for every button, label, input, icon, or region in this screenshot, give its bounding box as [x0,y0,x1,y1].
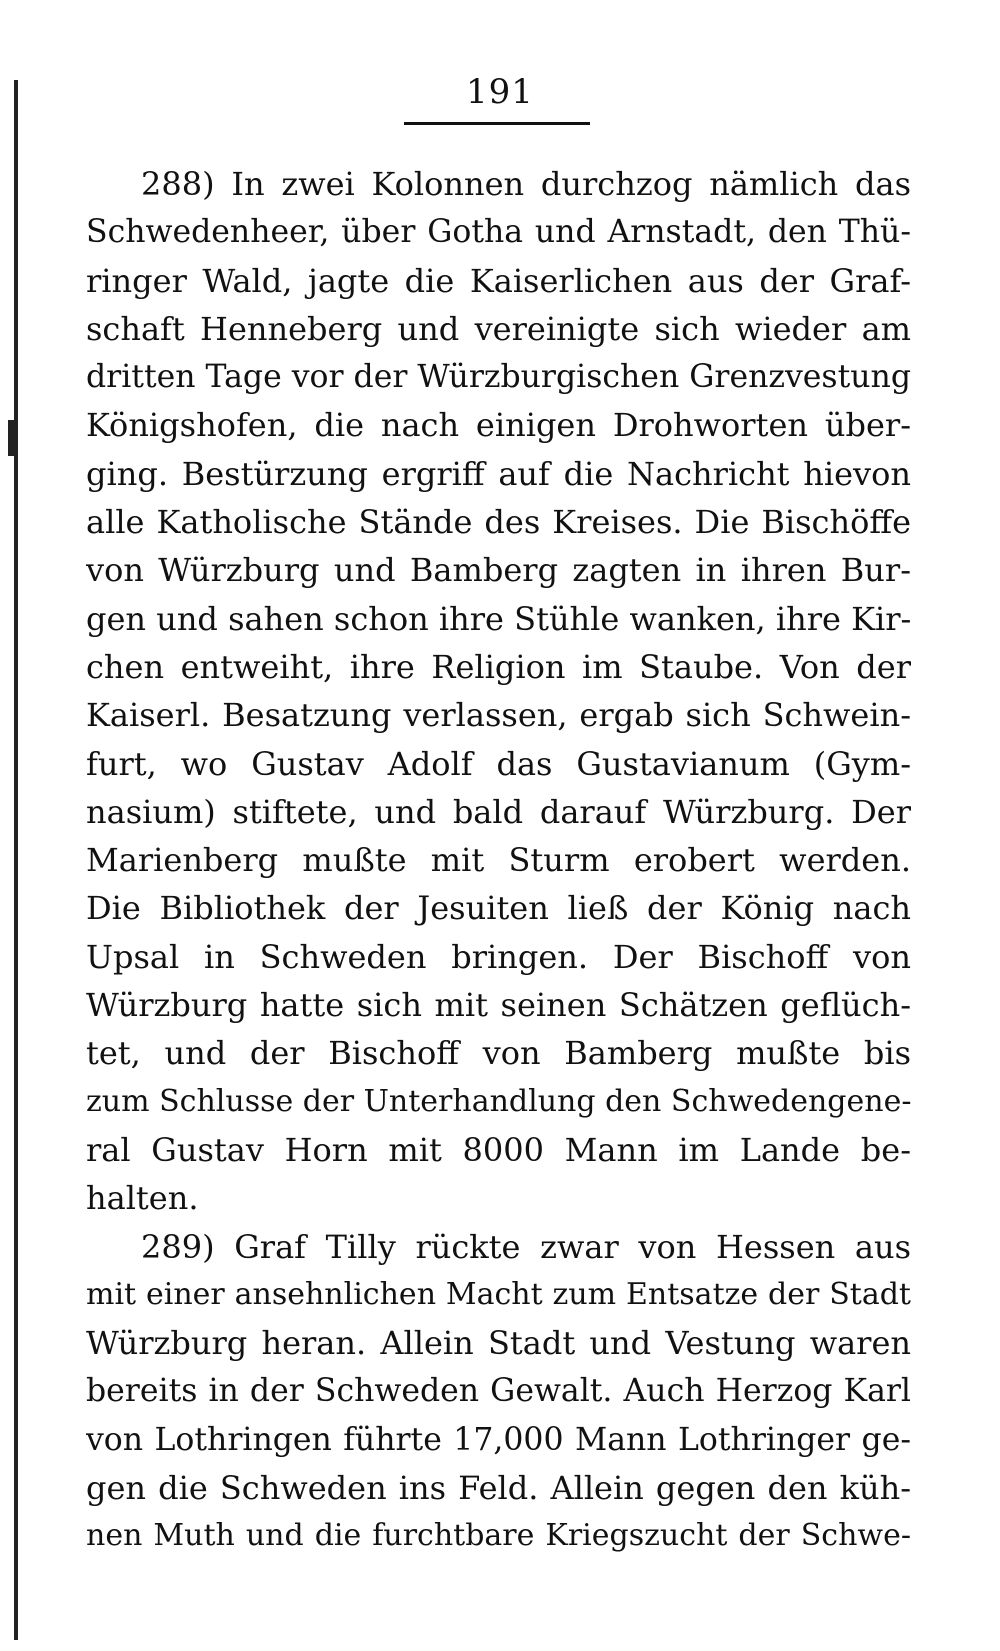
text-line: Die Bibliothek der Jesuiten ließ der König nach [86,889,911,928]
text-line: furt, wo Gustav Adolf das Gustavianum (Gym- [86,744,911,783]
text-line: nen Muth und die furchtbare Kriegszucht der Schwe- [86,1518,911,1554]
text-line: von Würzburg und Bamberg zagten in ihren Bur- [86,551,911,590]
text-line: Upsal in Schweden bringen. Der Bischoff von [86,937,911,976]
text-line: von Lothringen führte 17,000 Mann Lothringer ge- [86,1421,911,1458]
page-number: 191 [466,72,534,112]
page-binding-edge [14,80,18,1640]
text-line: halten. [86,1179,199,1218]
text-line: tet, und der Bischoff von Bamberg mußte bis [86,1034,911,1073]
text-line: zum Schlusse der Unterhandlung den Schwedengene- [86,1083,911,1119]
text-line: 288) In zwei Kolonnen durchzog nämlich das [141,165,911,203]
text-line: 289) Graf Tilly rückte zwar von Hessen aus [141,1227,911,1266]
text-line: Kaiserl. Besatzung verlassen, ergab sich Schwein- [86,696,911,735]
text-line: Würzburg heran. Allein Stadt und Vestung waren [86,1324,911,1363]
text-line: gen und sahen schon ihre Stühle wanken, ihre Kir- [86,599,911,638]
text-line: alle Katholische Stände des Kreises. Die Bischöffe [86,503,911,542]
text-line: bereits in der Schweden Gewalt. Auch Herzog Karl [86,1373,911,1410]
text-line: mit einer ansehnlichen Macht zum Entsatze der Stadt [86,1276,911,1312]
text-line: nasium) stiftete, und bald darauf Würzburg. Der [86,792,911,831]
body-text [86,160,911,1561]
text-line: chen entweiht, ihre Religion im Staube. Von der [86,647,911,686]
text-line: Königshofen, die nach einigen Drohworten über- [86,406,911,445]
text-line: ringer Wald, jagte die Kaiserlichen aus der Graf- [86,261,911,300]
page-number-rule [404,122,590,125]
text-line: dritten Tage vor der Würzburgischen Grenzvestung [86,359,911,396]
text-line: Marienberg mußte mit Sturm erobert werden. [86,841,911,880]
text-line: gen die Schweden ins Feld. Allein gegen den küh- [86,1469,911,1508]
text-line: ral Gustav Horn mit 8000 Mann im Lande be- [86,1130,911,1169]
text-line: Würzburg hatte sich mit seinen Schätzen geflüch- [86,986,911,1025]
binding-mark [8,420,18,456]
text-line: ging. Bestürzung ergriff auf die Nachricht hievon [86,454,911,493]
text-line: schaft Henneberg und vereinigte sich wieder am [86,309,911,348]
text-line: Schwedenheer, über Gotha und Arnstadt, den Thü- [86,214,911,251]
